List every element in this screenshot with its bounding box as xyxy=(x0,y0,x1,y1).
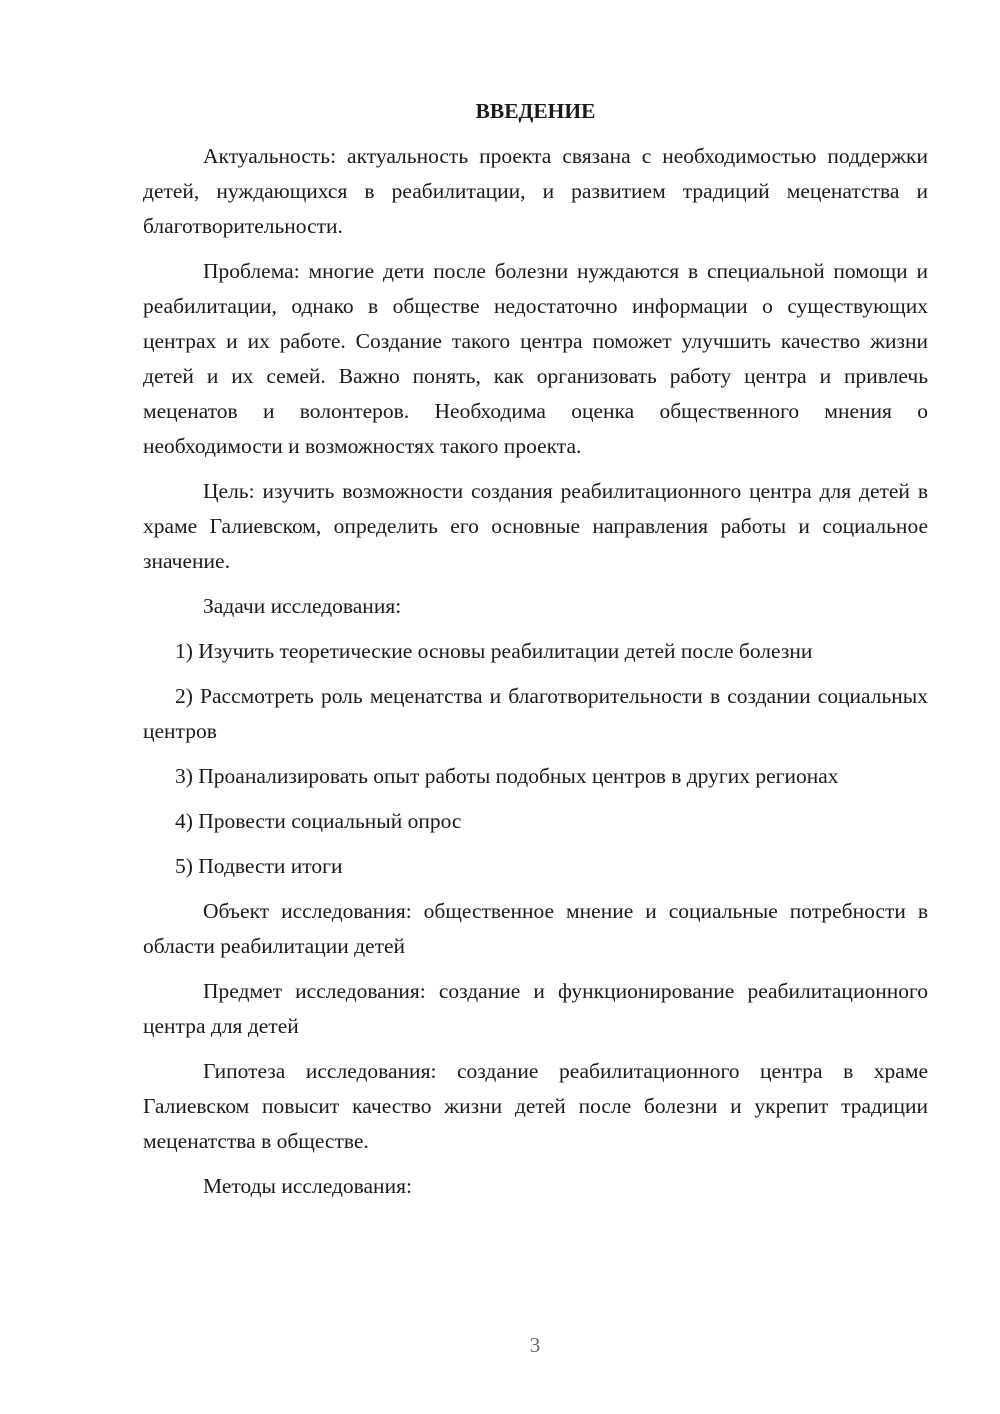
task-item-3: 3) Проанализировать опыт работы подобных центров в других регионах xyxy=(175,764,839,788)
task-item-2: 2) Рассмотреть роль меценатства и благотворительности в создании социальных центров xyxy=(143,684,928,743)
tasks-title: Задачи исследования: xyxy=(203,594,402,618)
task-item-4: 4) Провести социальный опрос xyxy=(175,809,462,833)
task-item-5: 5) Подвести итоги xyxy=(175,854,343,878)
object-paragraph: Объект исследования: общественное мнение и социальные потребности в области реабилитации детей xyxy=(143,899,928,958)
goal-paragraph: Цель: изучить возможности создания реабилитационного центра для детей в храме Галиевском, определить его основные направления работы и социальное значение. xyxy=(143,479,928,573)
page-content xyxy=(143,94,928,1214)
relevance-paragraph: Актуальность: актуальность проекта связана с необходимостью поддержки детей, нуждающихся в реабилитации, и развитием традиций меценатства и благотворительности. xyxy=(143,144,928,238)
hypothesis-paragraph: Гипотеза исследования: создание реабилитационного центра в храме Галиевском повысит качество жизни детей после болезни и укрепит традиции меценатства в обществе. xyxy=(143,1059,928,1153)
page-number: 3 xyxy=(529,1333,541,1357)
problem-paragraph: Проблема: многие дети после болезни нуждаются в специальной помощи и реабилитации, однако в обществе недостаточно информации о существующих центрах и их работе. Создание такого центра поможет улучшить качество жизни детей и их семей. Важно понять, как организовать работу центра и привлечь меценатов и волонтеров. Необходима оценка общественного мнения о необходимости и возможностях такого проекта. xyxy=(143,259,928,458)
subject-paragraph: Предмет исследования: создание и функционирование реабилитационного центра для детей xyxy=(143,979,928,1038)
section-heading: ВВЕДЕНИЕ xyxy=(475,99,596,123)
methods-title: Методы исследования: xyxy=(203,1174,412,1198)
task-item-1: 1) Изучить теоретические основы реабилитации детей после болезни xyxy=(175,639,813,663)
